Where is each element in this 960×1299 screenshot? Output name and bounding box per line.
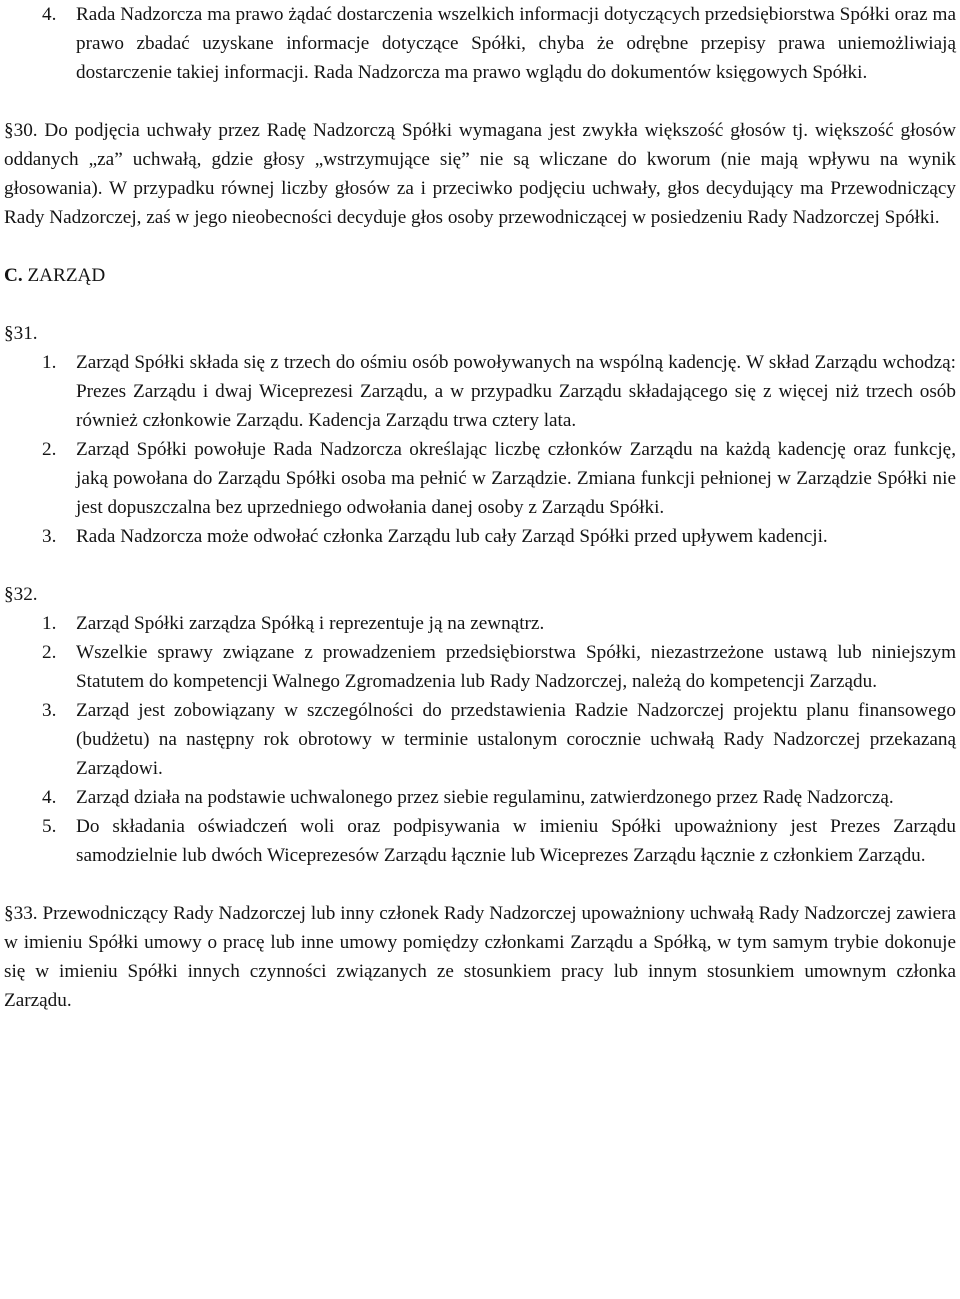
item-text: Zarząd działa na podstawie uchwalonego przez siebie regulaminu, zatwierdzonego przez Radę Nadzorczą.	[76, 787, 894, 808]
item-number: 3.	[42, 700, 57, 721]
section-c-title: ZARZĄD	[27, 265, 106, 286]
s31-item-2	[4, 435, 956, 522]
s31-item-3	[4, 522, 956, 551]
s32-item-5	[4, 812, 956, 870]
item-number: 1.	[42, 352, 57, 373]
item-text: Zarząd Spółki zarządza Spółką i reprezentuje ją na zewnątrz.	[76, 613, 545, 634]
item-text: Rada Nadzorcza może odwołać członka Zarządu lub cały Zarząd Spółki przed upływem kadencji.	[76, 526, 828, 547]
section-c-heading	[4, 261, 956, 290]
s32-item-4	[4, 783, 956, 812]
s32-item-3	[4, 696, 956, 783]
item-text: Rada Nadzorcza ma prawo żądać dostarczenia wszelkich informacji dotyczących przedsiębiorstwa Spółki oraz ma prawo zbadać uzyskane informacje dotyczące Spółki, chyba że odrębne przepisy prawa uniemożliwiają dostarczenie takiej informacji. Rada Nadzorcza ma prawo wglądu do dokumentów księgowych Spółki.	[76, 4, 956, 83]
section-33: §33. Przewodniczący Rady Nadzorczej lub inny członek Rady Nadzorczej upoważniony uchwałą Rady Nadzorczej zawiera w imieniu Spółki umowy o pracę lub inne umowy pomiędzy członkami Zarządu a Spółką, w tym samym trybie dokonuje się w imieniu Spółki innych czynności związanych ze stosunkiem pracy lub innym stosunkiem umownym członka Zarządu.	[4, 903, 956, 1011]
s29-item-4	[4, 0, 956, 87]
section-32-heading: §32.	[4, 584, 38, 605]
s31-item-1	[4, 348, 956, 435]
item-number: 3.	[42, 526, 57, 547]
s32-item-1	[4, 609, 956, 638]
section-30: §30. Do podjęcia uchwały przez Radę Nadzorczą Spółki wymagana jest zwykła większość głosów tj. większość głosów oddanych „za” uchwałą, gdzie głosy „wstrzymujące się” nie są wliczane do kworum (nie mają wpływu na wynik głosowania). W przypadku równej liczby głosów za i przeciwko podjęciu uchwały, głos decydujący ma Przewodniczący Rady Nadzorczej, zaś w jego nieobecności decyduje głos osoby przewodniczącej w posiedzeniu Rady Nadzorczej Spółki.	[4, 120, 956, 228]
item-number: 2.	[42, 642, 57, 663]
item-number: 4.	[42, 4, 57, 25]
item-text: Do składania oświadczeń woli oraz podpisywania w imieniu Spółki upoważniony jest Prezes Zarządu samodzielnie lub dwóch Wiceprezesów Zarządu łącznie lub Wiceprezes Zarządu łącznie z członkiem Zarządu.	[76, 816, 956, 866]
item-number: 1.	[42, 613, 57, 634]
section-c-label: C.	[4, 265, 23, 286]
item-text: Wszelkie sprawy związane z prowadzeniem przedsiębiorstwa Spółki, niezastrzeżone ustawą lub niniejszym Statutem do kompetencji Walnego Zgromadzenia lub Rady Nadzorczej, należą do kompetencji Zarządu.	[76, 642, 956, 692]
s32-item-2	[4, 638, 956, 696]
item-text: Zarząd Spółki składa się z trzech do ośmiu osób powoływanych na wspólną kadencję. W skład Zarządu wchodzą: Prezes Zarządu i dwaj Wiceprezesi Zarządu, a w przypadku Zarządu składającego się z więcej niż trzech osób również członkowie Zarządu. Kadencja Zarządu trwa cztery lata.	[76, 352, 956, 431]
item-text: Zarząd jest zobowiązany w szczególności do przedstawienia Radzie Nadzorczej projektu planu finansowego (budżetu) na następny rok obrotowy w terminie ustalonym corocznie uchwałą Rady Nadzorczej przekazaną Zarządowi.	[76, 700, 956, 779]
item-number: 4.	[42, 787, 57, 808]
item-number: 2.	[42, 439, 57, 460]
section-31-heading: §31.	[4, 323, 38, 344]
item-text: Zarząd Spółki powołuje Rada Nadzorcza określając liczbę członków Zarządu na każdą kadencję oraz funkcję, jaką powołana do Zarządu Spółki osoba ma pełnić w Zarządzie. Zmiana funkcji pełnionej w Zarządzie Spółki nie jest dopuszczalna bez uprzedniego odwołania danej osoby z Zarządu Spółki.	[76, 439, 956, 518]
item-number: 5.	[42, 816, 57, 837]
